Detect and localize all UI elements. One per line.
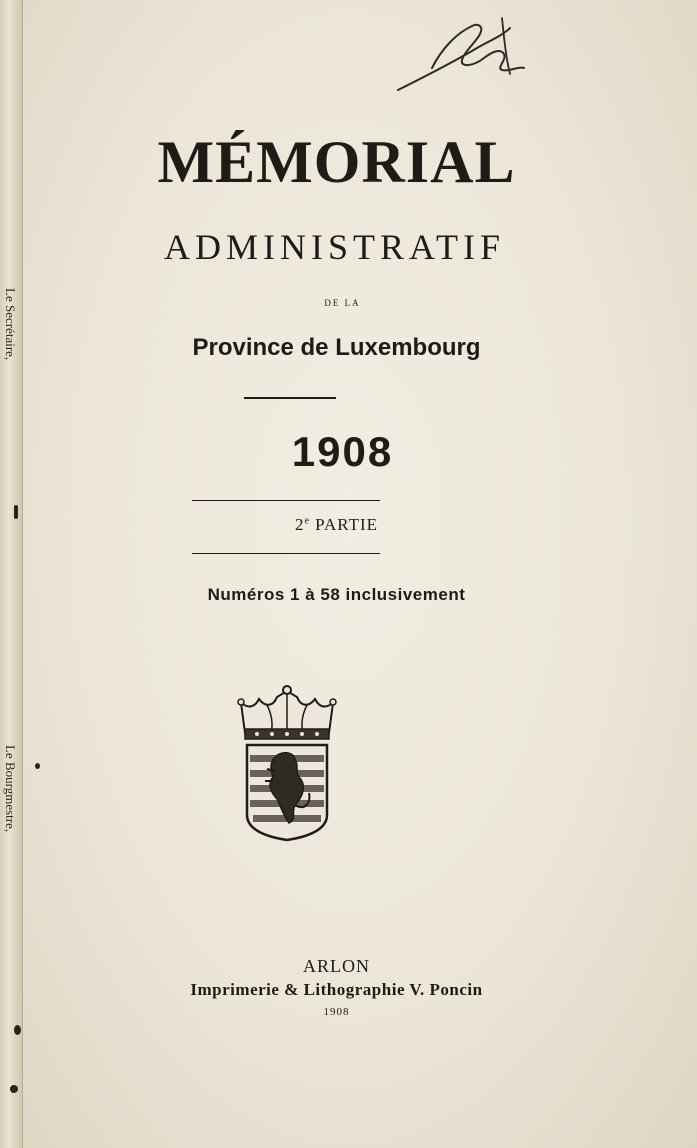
partie-text: PARTIE — [315, 515, 379, 534]
de-la-text: DE LA — [324, 298, 361, 308]
numeros-text: Numéros 1 à 58 inclusivement — [207, 585, 466, 604]
publisher-city: ARLON — [303, 956, 370, 976]
year-heading: 1908 — [291, 428, 394, 475]
page-subtitle: ADMINISTRATIF — [163, 227, 505, 267]
partie-suffix: e — [304, 515, 310, 527]
spine-mark — [10, 1085, 18, 1093]
partie-label — [0, 515, 685, 535]
divider-short — [244, 397, 336, 399]
partie-number: 2 — [294, 515, 305, 534]
spine-mark — [14, 505, 18, 519]
spine-mark — [14, 1025, 21, 1035]
spine-text-secretaire: Le Secrétaire, — [3, 288, 18, 361]
spine-text-bourgmestre: Le Bourgmestre, — [3, 745, 18, 833]
handwritten-signature-icon — [392, 8, 532, 98]
divider-bottom — [192, 553, 380, 554]
ink-spot — [35, 763, 40, 769]
coat-of-arms-icon — [237, 685, 337, 845]
publication-year: 1908 — [323, 1006, 350, 1018]
divider-top — [192, 500, 380, 501]
province-text: Province de Luxembourg — [192, 334, 481, 361]
page-title: MÉMORIAL — [157, 129, 516, 195]
publisher-name: Imprimerie & Lithographie V. Poncin — [190, 980, 483, 999]
